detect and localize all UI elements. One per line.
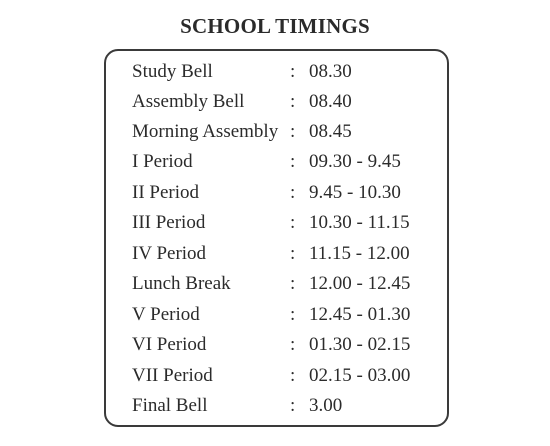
separator: : — [290, 395, 296, 416]
schedule-time: 11.15 - 12.00 — [309, 243, 410, 264]
schedule-label: Morning Assembly — [132, 121, 279, 142]
schedule-label: Final Bell — [132, 395, 208, 416]
schedule-row-period-1 — [106, 147, 447, 177]
schedule-time: 01.30 - 02.15 — [309, 334, 411, 355]
schedule-label: IV Period — [132, 243, 207, 264]
timing-table — [104, 49, 449, 427]
schedule-row-period-2 — [106, 178, 447, 208]
schedule-time: 12.45 - 01.30 — [309, 304, 411, 325]
page-title: SCHOOL TIMINGS — [180, 14, 370, 38]
schedule-time: 08.45 — [309, 121, 352, 142]
schedule-row-morning-assembly — [106, 117, 447, 147]
schedule-label: II Period — [132, 182, 200, 203]
separator: : — [290, 243, 296, 264]
schedule-label: V Period — [132, 304, 200, 325]
separator: : — [290, 151, 296, 172]
separator: : — [290, 121, 296, 142]
schedule-time: 02.15 - 03.00 — [309, 365, 411, 386]
schedule-time: 08.40 — [309, 91, 352, 112]
schedule-row-period-4 — [106, 239, 447, 269]
separator: : — [290, 212, 296, 233]
schedule-label: III Period — [132, 212, 206, 233]
separator: : — [290, 61, 296, 82]
schedule-row-period-6 — [106, 330, 447, 360]
schedule-row-period-7 — [106, 361, 447, 391]
schedule-row-period-3 — [106, 208, 447, 238]
schedule-time: 9.45 - 10.30 — [309, 182, 401, 203]
separator: : — [290, 273, 296, 294]
separator: : — [290, 91, 296, 112]
schedule-row-final-bell — [106, 391, 447, 421]
schedule-label: VII Period — [132, 365, 213, 386]
schedule-label: Assembly Bell — [132, 91, 245, 112]
schedule-label: I Period — [132, 151, 193, 172]
schedule-time: 09.30 - 9.45 — [309, 151, 401, 172]
schedule-row-study-bell — [106, 57, 447, 87]
separator: : — [290, 334, 296, 355]
separator: : — [290, 182, 296, 203]
schedule-label: Lunch Break — [132, 273, 231, 294]
schedule-row-assembly-bell — [106, 87, 447, 117]
schedule-row-period-5 — [106, 300, 447, 330]
schedule-time: 08.30 — [309, 61, 352, 82]
schedule-row-lunch-break — [106, 269, 447, 299]
schedule-label: VI Period — [132, 334, 207, 355]
separator: : — [290, 304, 296, 325]
separator: : — [290, 365, 296, 386]
schedule-time: 3.00 — [309, 395, 343, 416]
schedule-time: 10.30 - 11.15 — [309, 212, 410, 233]
schedule-time: 12.00 - 12.45 — [309, 273, 411, 294]
schedule-label: Study Bell — [132, 61, 213, 82]
